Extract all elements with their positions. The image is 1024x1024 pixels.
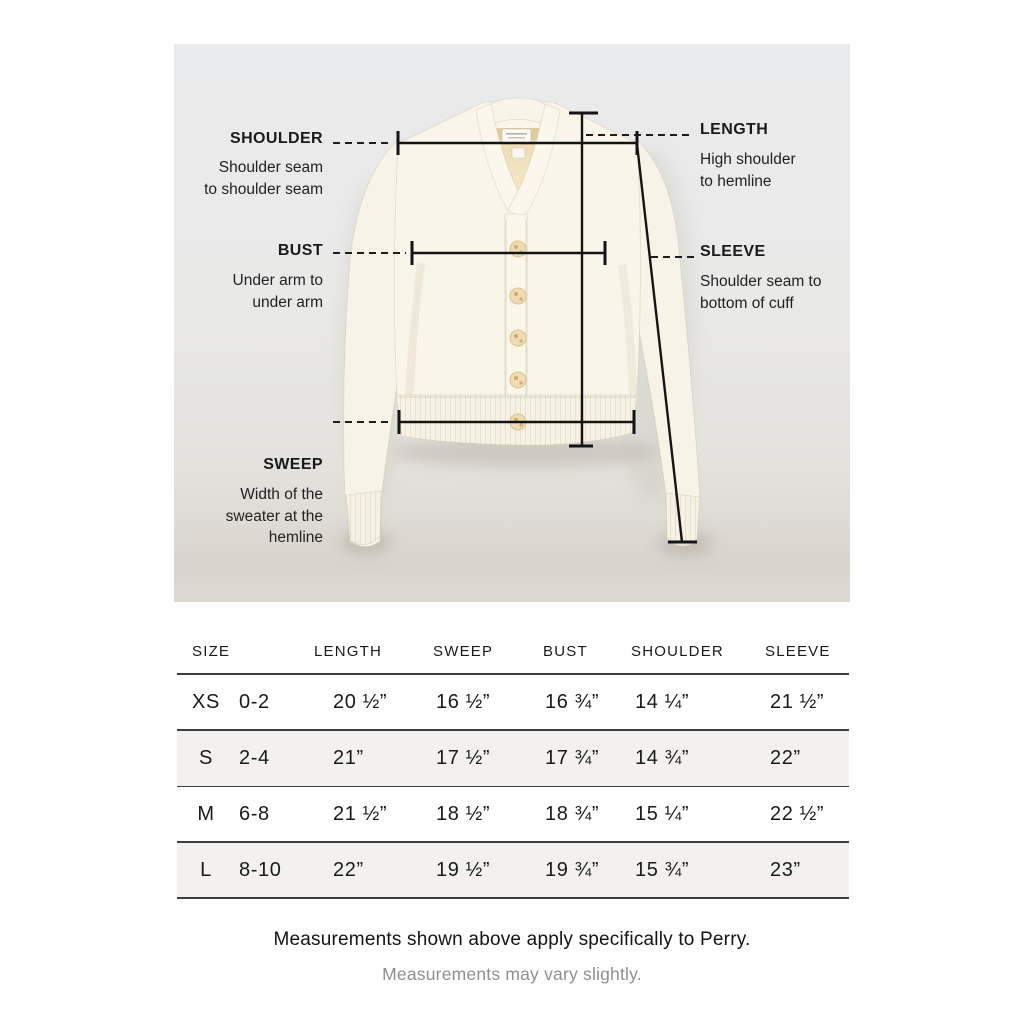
bust-cell: 18 ¾” xyxy=(545,802,600,825)
sweep-desc-line-1: Width of the xyxy=(240,486,323,503)
bust-label: BUST xyxy=(277,242,323,259)
sleeve-cell: 22 ½” xyxy=(770,802,825,825)
length-description xyxy=(700,149,796,192)
sweep-desc-line-3: hemline xyxy=(268,529,323,546)
shoulder-cell: 15 ¾” xyxy=(635,858,690,881)
size-table-row xyxy=(177,787,849,843)
length-desc-line-2: to hemline xyxy=(700,172,772,190)
column-header-sweep: SWEEP xyxy=(433,643,494,660)
size-range-cell: 2-4 xyxy=(239,747,270,769)
shoulder-desc-line-2: to shoulder seam xyxy=(204,180,323,198)
bust-description xyxy=(233,270,323,313)
length-desc-line-1: High shoulder xyxy=(700,151,796,168)
size-range-cell: 6-8 xyxy=(239,802,270,825)
bust-cell: 16 ¾” xyxy=(545,690,600,713)
bust-desc-line-2: under arm xyxy=(252,293,323,311)
garment-photo xyxy=(174,44,850,602)
shoulder-cell: 14 ¾” xyxy=(635,747,690,769)
column-header-length: LENGTH xyxy=(314,643,383,660)
sleeve-label: SLEEVE xyxy=(700,243,766,260)
length-cell: 20 ½” xyxy=(333,690,388,713)
size-table-rows xyxy=(177,675,849,899)
length-cell: 22” xyxy=(333,858,364,881)
column-header-bust: BUST xyxy=(543,643,588,660)
sweep-cell: 18 ½” xyxy=(436,802,491,825)
shoulder-label: SHOULDER xyxy=(230,130,323,147)
sweep-cell: 17 ½” xyxy=(436,747,491,769)
size-table xyxy=(177,630,849,899)
size-range-cell: 0-2 xyxy=(239,690,270,713)
sleeve-cell: 23” xyxy=(770,858,801,881)
sweep-label: SWEEP xyxy=(263,456,323,473)
bust-cell: 19 ¾” xyxy=(545,858,600,881)
sleeve-description xyxy=(700,271,822,314)
shoulder-cell: 15 ¼” xyxy=(635,802,690,825)
footer-note-secondary: Measurements may vary slightly. xyxy=(382,964,642,984)
size-cell: L xyxy=(200,858,212,881)
sweep-desc-line-2: sweater at the xyxy=(225,507,323,525)
bust-cell: 17 ¾” xyxy=(545,747,600,769)
sleeve-cell: 22” xyxy=(770,747,801,769)
bust-desc-line-1: Under arm to xyxy=(232,272,323,289)
size-range-cell: 8-10 xyxy=(239,858,282,881)
sleeve-desc-line-2: bottom of cuff xyxy=(700,294,794,312)
length-cell: 21” xyxy=(333,747,364,769)
size-cell: XS xyxy=(192,690,220,713)
size-cell: M xyxy=(197,802,215,825)
sweep-description xyxy=(226,484,323,549)
column-header-sleeve: SLEEVE xyxy=(765,643,831,660)
sleeve-desc-line-1: Shoulder seam to xyxy=(700,273,822,290)
size-table-row xyxy=(177,731,849,787)
column-header-size: SIZE xyxy=(192,643,231,660)
length-label: LENGTH xyxy=(700,121,769,138)
sweep-cell: 16 ½” xyxy=(436,690,491,713)
size-table-row xyxy=(177,675,849,731)
size-cell: S xyxy=(199,747,213,769)
shoulder-description xyxy=(204,157,323,200)
sleeve-cell: 21 ½” xyxy=(770,690,825,713)
sweep-cell: 19 ½” xyxy=(436,858,491,881)
footer-note-primary: Measurements shown above apply specifically to Perry. xyxy=(273,929,751,950)
size-table-row xyxy=(177,843,849,899)
shoulder-desc-line-1: Shoulder seam xyxy=(218,159,323,176)
shoulder-cell: 14 ¼” xyxy=(635,690,690,713)
length-cell: 21 ½” xyxy=(333,802,388,825)
column-header-shoulder: SHOULDER xyxy=(631,643,724,660)
size-table-header xyxy=(177,630,849,675)
